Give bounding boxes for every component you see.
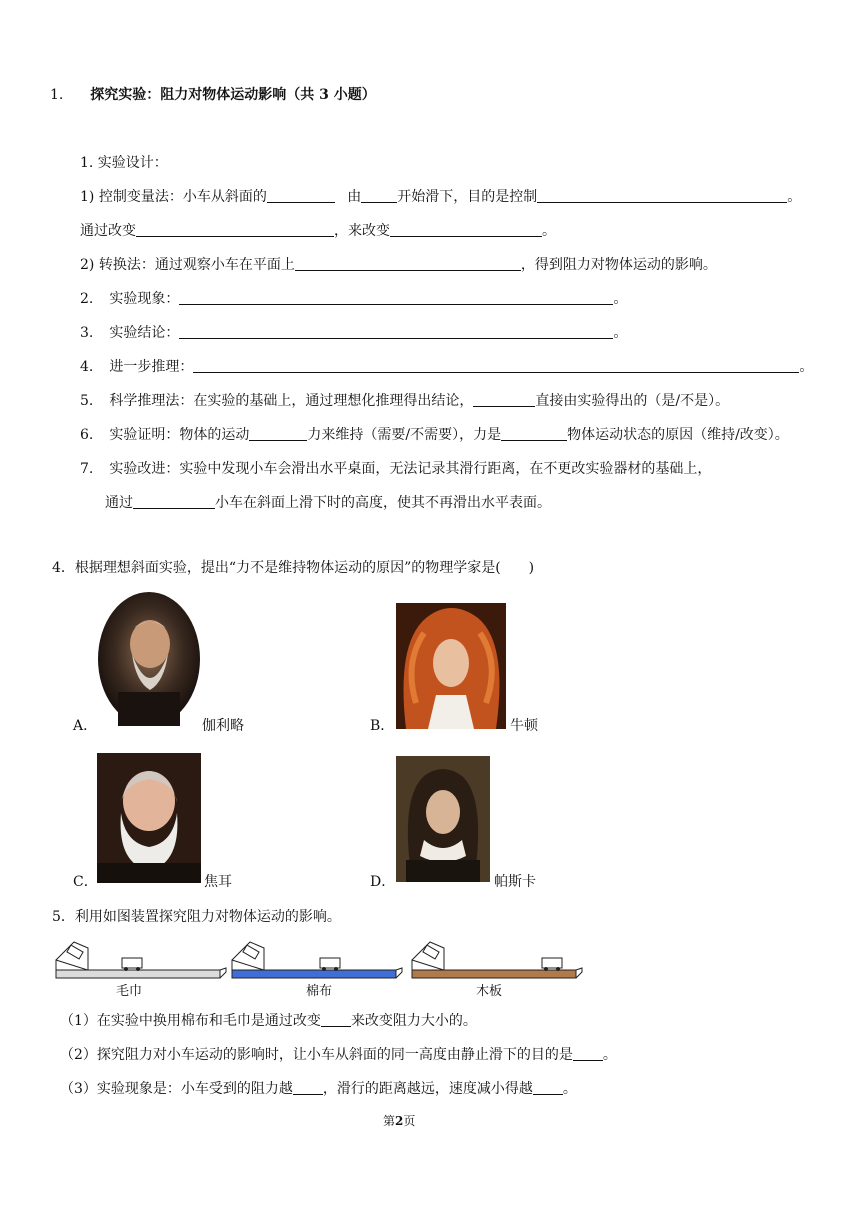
blank[interactable] bbox=[179, 290, 613, 305]
line-conversion: 2) 转换法：通过观察小车在平面上 ，得到阻力对物体运动的影响。 bbox=[80, 257, 717, 273]
line-change: 通过改变 ，来改变 。 bbox=[80, 223, 556, 239]
q5-stem: 5．利用如图装置探究阻力对物体运动的影响。 bbox=[52, 909, 341, 925]
blank[interactable] bbox=[249, 426, 307, 441]
portrait-joule-icon bbox=[97, 753, 201, 883]
option-c-letter: C． bbox=[73, 874, 98, 890]
item-proof: 6. 实验证明：物体的运动 力来维持（需要/不需要），力是 物体运动状态的原因（维持/改变）。 bbox=[80, 427, 789, 443]
blank[interactable] bbox=[179, 324, 613, 339]
option-a-letter: A． bbox=[73, 718, 98, 734]
item-improvement: 7. 实验改进：实验中发现小车会滑出水平桌面，无法记录其滑行距离，在不更改实验器材的基础上， bbox=[80, 461, 712, 477]
option-b-letter: B． bbox=[370, 718, 395, 734]
blank[interactable] bbox=[390, 222, 542, 237]
line-control-variable: 1) 控制变量法：小车从斜面的 由 开始滑下，目的是控制 。 bbox=[80, 189, 802, 205]
blank[interactable] bbox=[267, 188, 335, 203]
option-b-name: 牛顿 bbox=[510, 718, 538, 734]
portrait-pascal-icon bbox=[396, 756, 490, 882]
portrait-newton-icon bbox=[396, 603, 506, 729]
question-heading bbox=[50, 86, 376, 104]
q5-part2: （2）探究阻力对小车运动的影响时，让小车从斜面的同一高度由静止滑下的目的是 。 bbox=[60, 1047, 617, 1063]
item-conclusion: 3. 实验结论： 。 bbox=[80, 325, 628, 341]
setup-cotton bbox=[232, 942, 402, 978]
blank[interactable] bbox=[361, 188, 397, 203]
apparatus-diagram bbox=[54, 938, 584, 982]
item-phenomenon: 2. 实验现象： 。 bbox=[80, 291, 628, 307]
option-d-name: 帕斯卡 bbox=[494, 874, 536, 890]
surface-label-cotton: 棉布 bbox=[306, 984, 333, 999]
design-label: 1. 实验设计： bbox=[80, 155, 168, 171]
blank[interactable] bbox=[533, 1080, 563, 1095]
portrait-galileo-icon bbox=[98, 592, 200, 726]
option-c-name: 焦耳 bbox=[204, 874, 232, 890]
option-d-letter: D． bbox=[370, 874, 396, 890]
q4-stem: 4．根据理想斜面实验，提出“力不是维持物体运动的原因”的物理学家是( ) bbox=[52, 560, 535, 576]
blank[interactable] bbox=[136, 222, 334, 237]
blank[interactable] bbox=[321, 1012, 351, 1027]
blank[interactable] bbox=[473, 392, 535, 407]
page-number: 第2页 bbox=[383, 1114, 416, 1128]
heading-title: 探究实验：阻力对物体运动影响（共 3 小题） bbox=[90, 87, 376, 103]
blank[interactable] bbox=[573, 1046, 603, 1061]
option-a-name: 伽利略 bbox=[202, 718, 244, 734]
item-scientific-reasoning: 5. 科学推理法：在实验的基础上，通过理想化推理得出结论， 直接由实验得出的（是/不是）。 bbox=[80, 393, 730, 409]
blank[interactable] bbox=[295, 256, 521, 271]
setup-towel bbox=[56, 942, 226, 978]
blank[interactable] bbox=[293, 1080, 323, 1095]
surface-label-towel: 毛巾 bbox=[116, 984, 143, 999]
item-improvement-cont: 通过 小车在斜面上滑下时的高度，使其不再滑出水平表面。 bbox=[105, 495, 551, 511]
blank[interactable] bbox=[501, 426, 567, 441]
q5-part3: （3）实验现象是：小车受到的阻力越 ，滑行的距离越远，速度减小得越 。 bbox=[60, 1081, 577, 1097]
blank[interactable] bbox=[133, 494, 215, 509]
heading-number: 1. bbox=[50, 87, 64, 103]
setup-board bbox=[412, 942, 582, 978]
blank[interactable] bbox=[537, 188, 787, 203]
q5-part1: （1）在实验中换用棉布和毛巾是通过改变 来改变阻力大小的。 bbox=[60, 1013, 477, 1029]
blank[interactable] bbox=[193, 358, 799, 373]
surface-label-board: 木板 bbox=[476, 984, 503, 999]
item-inference: 4. 进一步推理： 。 bbox=[80, 359, 814, 375]
